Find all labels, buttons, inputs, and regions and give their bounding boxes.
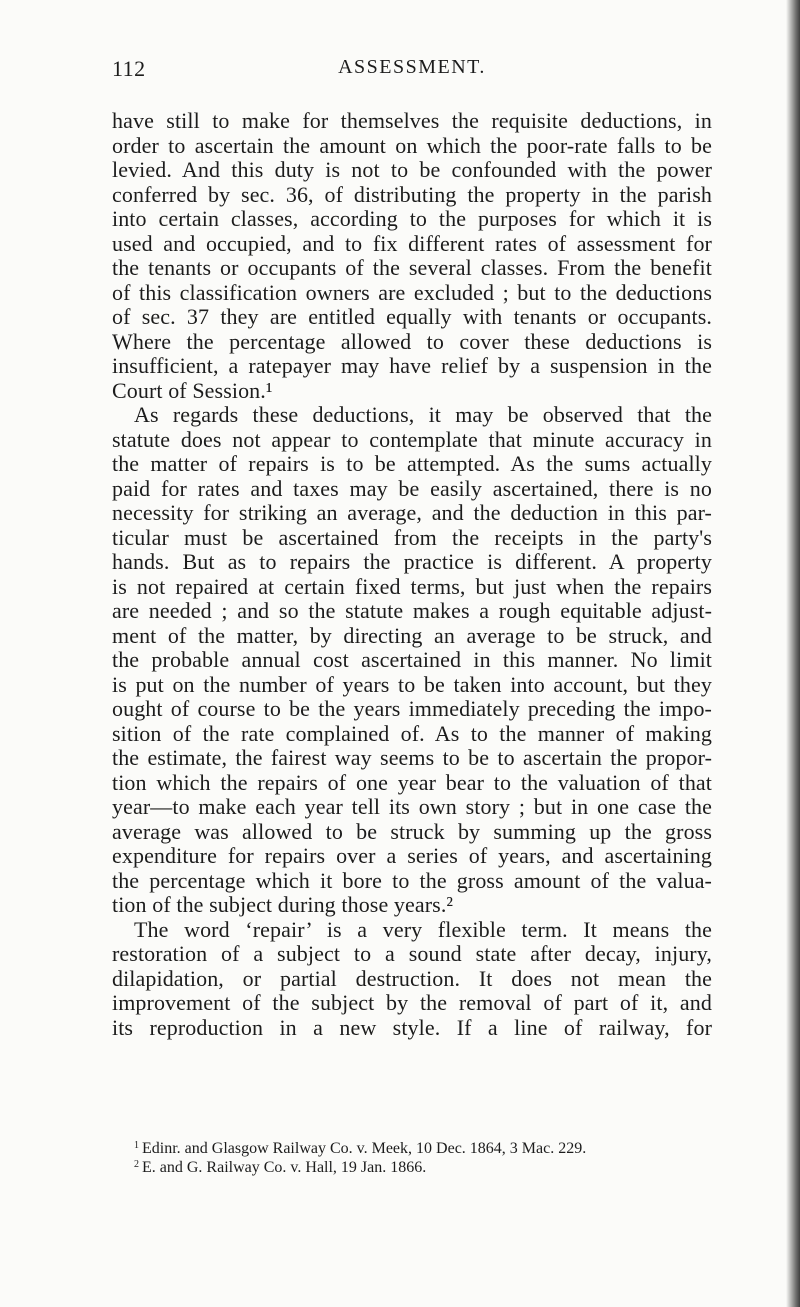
text-line: statute does not appear to contemplate that minute accuracy in xyxy=(112,426,712,452)
text-line: As regards these deductions, it may be observed that the xyxy=(134,402,712,427)
text-line: paid for rates and taxes may be easily ascertained, there is no xyxy=(112,475,712,501)
text-line: conferred by sec. 36, of distributing the property in the parish xyxy=(112,181,712,207)
page-number: 112 xyxy=(112,56,146,81)
text-line: is put on the number of years to be taken into account, but they xyxy=(112,671,712,697)
footnote-text: Edinr. and Glasgow Railway Co. v. Meek, 10 Dec. 1864, 3 Mac. 229. xyxy=(142,1140,587,1157)
footnote-mark: 2 xyxy=(134,1159,139,1170)
text-line: the matter of repairs is to be attempted. As the sums actually xyxy=(112,451,712,476)
text-line: expenditure for repairs over a series of years, and ascertaining xyxy=(112,843,712,868)
body-text xyxy=(112,109,712,1040)
text-line: ticular must be ascertained from the receipts in the party's xyxy=(112,524,712,550)
text-line: insufficient, a ratepayer may have relief by a suspension in the xyxy=(112,353,712,378)
text-line: tion which the repairs of one year bear to the valuation of that xyxy=(112,769,712,795)
text-line: hands. But as to repairs the practice is different. A property xyxy=(112,549,712,574)
footnote xyxy=(112,1136,712,1155)
text-line: the estimate, the fairest way seems to be to ascertain the propor- xyxy=(112,745,712,770)
text-line: of sec. 37 they are entitled equally with tenants or occupants. xyxy=(112,304,712,329)
text-line: tion of the subject during those years.² xyxy=(112,892,454,917)
text-line: Where the percentage allowed to cover these deductions is xyxy=(112,328,712,354)
text-line: ment of the matter, by directing an average to be struck, and xyxy=(112,622,712,648)
text-line: restoration of a subject to a sound state after decay, injury, xyxy=(112,941,712,966)
text-line: sition of the rate complained of. As to the manner of making xyxy=(112,720,712,746)
text-line: are needed ; and so the statute makes a rough equitable adjust- xyxy=(112,598,712,623)
text-line: have still to make for themselves the requisite deductions, in xyxy=(112,108,712,133)
text-line: average was allowed to be struck by summing up the gross xyxy=(112,818,712,844)
text-line: the percentage which it bore to the gross amount of the valua- xyxy=(112,867,712,893)
footnote xyxy=(112,1155,712,1174)
page-edge-shadow xyxy=(786,0,800,1307)
running-head: ASSESSMENT. xyxy=(338,56,486,78)
text-line: is not repaired at certain fixed terms, but just when the repairs xyxy=(112,573,712,599)
text-line: ought of course to be the years immediately preceding the impo- xyxy=(112,696,712,721)
footnote-text: E. and G. Railway Co. v. Hall, 19 Jan. 1866. xyxy=(142,1159,427,1176)
footnotes xyxy=(112,1136,712,1174)
text-line: into certain classes, according to the purposes for which it is xyxy=(112,206,712,231)
text-line: the tenants or occupants of the several classes. From the benefit xyxy=(112,255,712,280)
text-line: Court of Session.¹ xyxy=(112,377,273,403)
page-header xyxy=(112,56,712,88)
text-line: levied. And this duty is not to be confounded with the power xyxy=(112,157,712,182)
text-line: used and occupied, and to fix different rates of assessment for xyxy=(112,230,712,256)
text-line: of this classification owners are excluded ; but to the deductions xyxy=(112,279,712,305)
text-line: year—to make each year tell its own story ; but in one case the xyxy=(112,794,712,819)
footnote-mark: 1 xyxy=(134,1140,139,1151)
text-line: order to ascertain the amount on which the poor-rate falls to be xyxy=(112,132,712,158)
text-line: The word ‘repair’ is a very flexible term. It means the xyxy=(134,916,712,942)
text-line: its reproduction in a new style. If a line of railway, for xyxy=(112,1014,712,1040)
text-line: dilapidation, or partial destruction. It does not mean the xyxy=(112,965,712,991)
text-line: improvement of the subject by the removal of part of it, and xyxy=(112,990,712,1015)
text-line: necessity for striking an average, and the deduction in this par- xyxy=(112,500,712,525)
text-line: the probable annual cost ascertained in this manner. No limit xyxy=(112,647,712,672)
